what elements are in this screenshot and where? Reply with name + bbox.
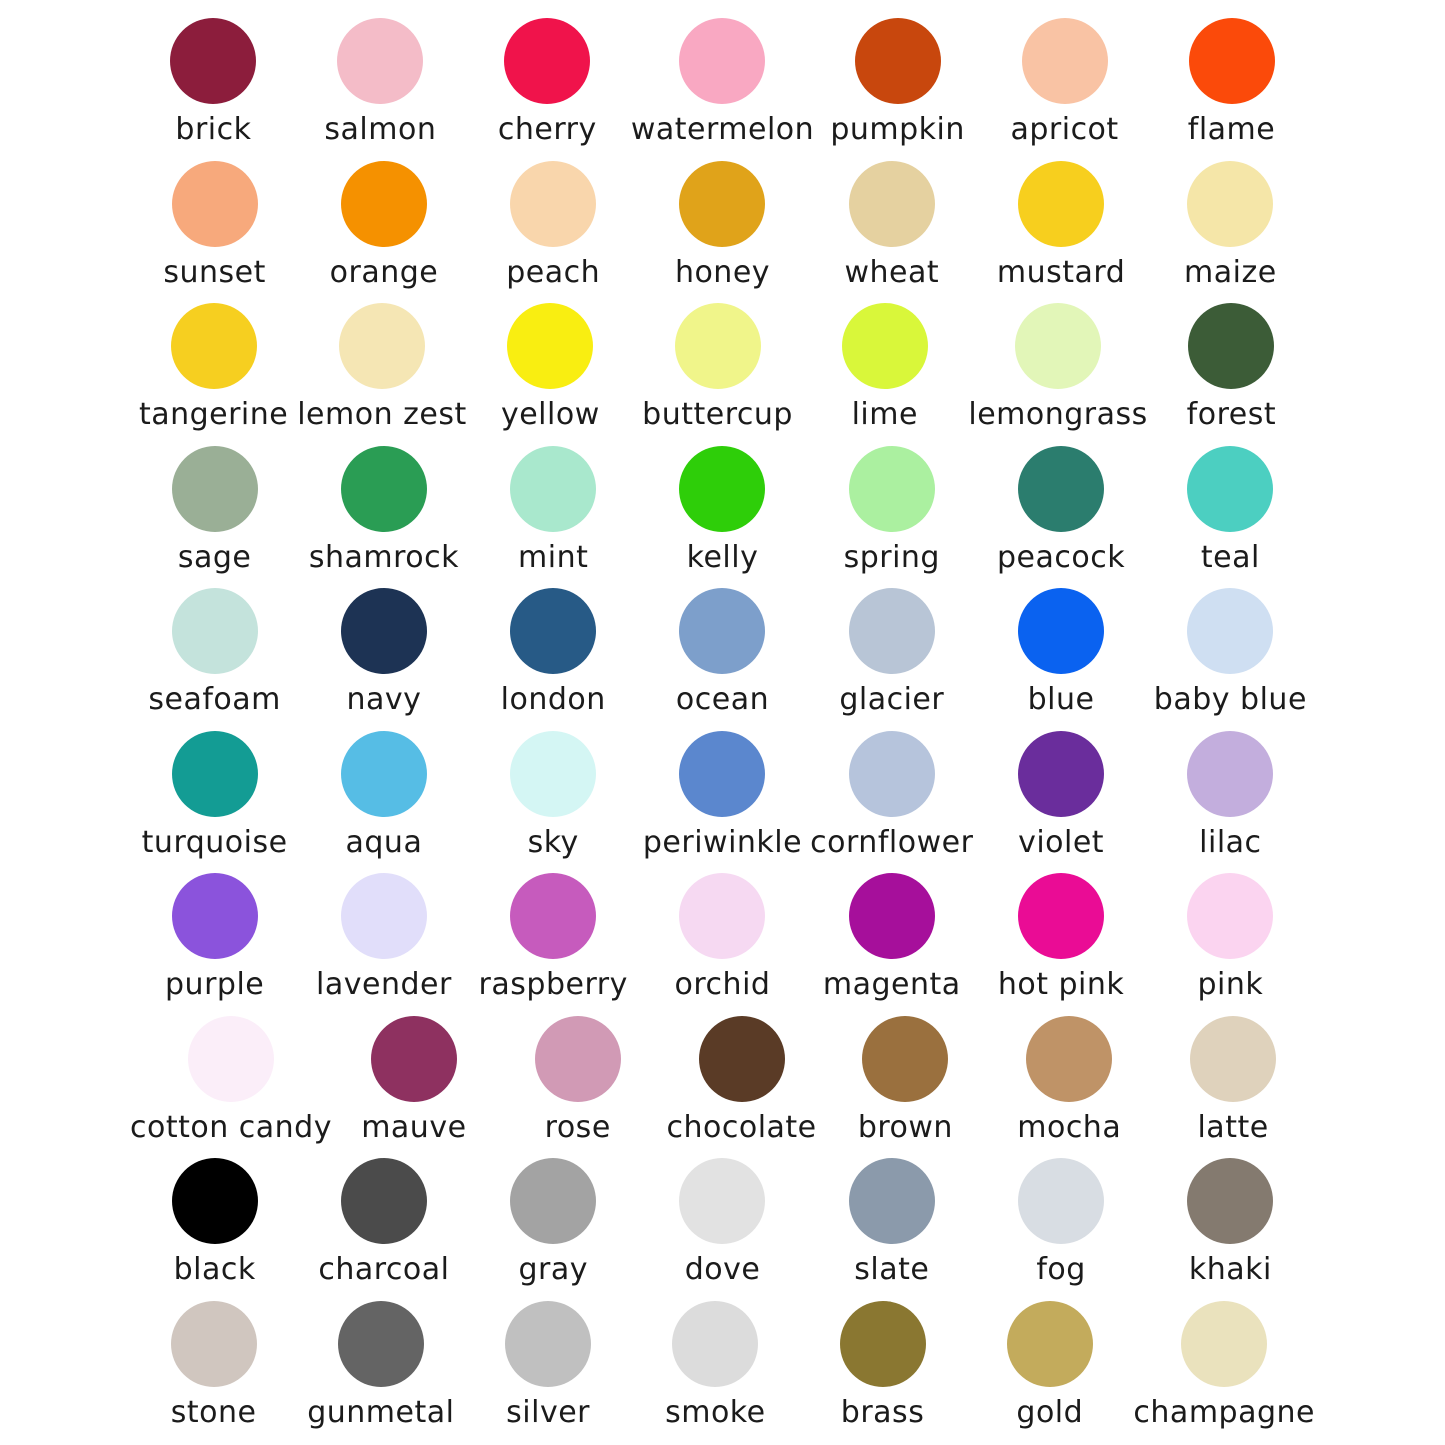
color-name-label: peacock xyxy=(997,539,1126,575)
color-swatch[interactable] xyxy=(469,723,638,861)
color-dot-icon xyxy=(510,161,596,247)
color-name-label: latte xyxy=(1197,1109,1269,1145)
color-name-label: purple xyxy=(165,967,265,1002)
color-dot-icon xyxy=(849,446,935,532)
color-swatch[interactable] xyxy=(130,723,299,861)
color-name-label: aqua xyxy=(345,824,423,860)
color-name-label: silver xyxy=(506,1394,591,1430)
color-name-label: mauve xyxy=(361,1109,467,1145)
color-swatch[interactable] xyxy=(968,295,1147,433)
color-dot-icon xyxy=(172,1158,258,1244)
color-name-label: teal xyxy=(1200,539,1260,575)
color-name-label: ocean xyxy=(675,682,770,717)
color-dot-icon xyxy=(679,731,765,817)
color-dot-icon xyxy=(1189,18,1275,104)
color-name-label: mustard xyxy=(996,254,1126,290)
color-dot-icon xyxy=(1187,446,1273,532)
color-name-label: tangerine xyxy=(138,397,289,432)
color-swatch[interactable] xyxy=(976,1150,1145,1288)
color-dot-icon xyxy=(338,1301,424,1387)
color-name-label: lemon zest xyxy=(297,397,467,432)
color-dot-icon xyxy=(341,446,427,532)
palette-row xyxy=(130,723,1315,866)
color-dot-icon xyxy=(1018,446,1104,532)
color-dot-icon xyxy=(1018,1158,1104,1244)
color-name-label: hot pink xyxy=(997,967,1125,1002)
color-name-label: gray xyxy=(518,1252,588,1287)
color-dot-icon xyxy=(1026,1016,1112,1102)
color-name-label: wheat xyxy=(844,254,940,290)
color-dot-icon xyxy=(849,161,935,247)
color-swatch[interactable] xyxy=(807,723,976,861)
color-dot-icon xyxy=(188,1016,274,1102)
color-swatch[interactable] xyxy=(297,1293,464,1431)
color-swatch[interactable] xyxy=(1151,1008,1315,1146)
color-name-label: mint xyxy=(518,539,589,575)
color-swatch[interactable] xyxy=(299,1150,468,1288)
color-dot-icon xyxy=(849,731,935,817)
color-name-label: gunmetal xyxy=(307,1394,455,1430)
color-name-label: brick xyxy=(175,112,252,147)
color-name-label: smoke xyxy=(665,1394,766,1430)
color-name-label: apricot xyxy=(1010,112,1119,147)
color-name-label: honey xyxy=(674,254,771,290)
color-dot-icon xyxy=(510,1158,596,1244)
color-swatch[interactable] xyxy=(1146,580,1315,718)
color-dot-icon xyxy=(675,303,761,389)
color-swatch[interactable] xyxy=(976,438,1145,576)
color-dot-icon xyxy=(849,588,935,674)
color-dot-icon xyxy=(1015,303,1101,389)
color-swatch[interactable] xyxy=(807,438,976,576)
color-name-label: stone xyxy=(170,1394,257,1430)
color-swatch[interactable] xyxy=(1148,10,1315,148)
color-name-label: lavender xyxy=(316,967,452,1002)
color-swatch[interactable] xyxy=(638,865,807,1003)
color-swatch[interactable] xyxy=(976,723,1145,861)
color-name-label: gold xyxy=(1016,1394,1084,1430)
color-dot-icon xyxy=(679,1158,765,1244)
color-swatch[interactable] xyxy=(632,1293,799,1431)
palette-row xyxy=(130,438,1315,581)
color-dot-icon xyxy=(679,873,765,959)
color-name-label: fog xyxy=(1036,1252,1086,1287)
color-dot-icon xyxy=(172,588,258,674)
color-swatch[interactable] xyxy=(660,1008,824,1146)
color-dot-icon xyxy=(1018,731,1104,817)
color-swatch[interactable] xyxy=(130,1008,332,1146)
color-swatch[interactable] xyxy=(130,10,297,148)
color-name-label: cotton candy xyxy=(130,1109,332,1145)
color-swatch[interactable] xyxy=(496,1008,660,1146)
color-swatch[interactable] xyxy=(464,1293,631,1431)
color-swatch[interactable] xyxy=(1133,1293,1315,1431)
color-swatch[interactable] xyxy=(638,438,807,576)
color-swatch[interactable] xyxy=(130,1293,297,1431)
color-name-label: magenta xyxy=(822,967,961,1002)
color-swatch[interactable] xyxy=(299,580,468,718)
palette-row xyxy=(130,580,1315,723)
palette-row xyxy=(130,10,1315,153)
color-dot-icon xyxy=(1022,18,1108,104)
color-dot-icon xyxy=(1187,731,1273,817)
color-dot-icon xyxy=(679,18,765,104)
color-name-label: orange xyxy=(329,254,439,290)
color-dot-icon xyxy=(172,161,258,247)
color-swatch[interactable] xyxy=(976,865,1145,1003)
color-name-label: glacier xyxy=(839,682,945,717)
color-swatch[interactable] xyxy=(799,1293,966,1431)
color-dot-icon xyxy=(862,1016,948,1102)
color-dot-icon xyxy=(1190,1016,1276,1102)
color-name-label: lilac xyxy=(1199,824,1262,860)
color-name-label: yellow xyxy=(500,397,600,432)
color-swatch[interactable] xyxy=(638,580,807,718)
color-dot-icon xyxy=(1187,873,1273,959)
color-name-label: watermelon xyxy=(630,112,815,147)
color-swatch[interactable] xyxy=(966,1293,1133,1431)
color-swatch[interactable] xyxy=(1148,295,1315,433)
color-dot-icon xyxy=(535,1016,621,1102)
color-name-label: spring xyxy=(843,539,940,575)
color-swatch[interactable] xyxy=(1146,153,1315,291)
color-swatch[interactable] xyxy=(130,865,299,1003)
color-swatch[interactable] xyxy=(1146,723,1315,861)
color-name-label: mocha xyxy=(1017,1109,1122,1145)
color-swatch[interactable] xyxy=(297,295,467,433)
color-dot-icon xyxy=(341,161,427,247)
color-name-label: pumpkin xyxy=(830,112,965,147)
color-dot-icon xyxy=(699,1016,785,1102)
color-name-label: flame xyxy=(1187,112,1276,147)
color-name-label: champagne xyxy=(1133,1394,1315,1430)
color-dot-icon xyxy=(510,588,596,674)
color-dot-icon xyxy=(679,446,765,532)
color-dot-icon xyxy=(510,446,596,532)
color-name-label: raspberry xyxy=(478,967,628,1002)
color-swatch[interactable] xyxy=(130,295,297,433)
color-dot-icon xyxy=(510,731,596,817)
color-dot-icon xyxy=(1018,873,1104,959)
color-swatch[interactable] xyxy=(981,10,1148,148)
color-dot-icon xyxy=(679,161,765,247)
color-name-label: buttercup xyxy=(642,397,793,432)
color-name-label: rose xyxy=(544,1109,611,1145)
color-dot-icon xyxy=(842,303,928,389)
color-swatch[interactable] xyxy=(469,580,638,718)
color-swatch[interactable] xyxy=(297,10,464,148)
color-swatch[interactable] xyxy=(299,723,468,861)
color-swatch[interactable] xyxy=(801,295,968,433)
color-name-label: lime xyxy=(851,397,918,432)
color-name-label: peach xyxy=(506,254,601,290)
color-name-label: brass xyxy=(840,1394,925,1430)
color-name-label: kelly xyxy=(686,539,759,575)
color-name-label: lemongrass xyxy=(968,397,1148,432)
color-name-label: seafoam xyxy=(148,682,281,717)
color-dot-icon xyxy=(170,18,256,104)
color-name-label: violet xyxy=(1018,824,1105,860)
color-swatch[interactable] xyxy=(1146,865,1315,1003)
color-dot-icon xyxy=(855,18,941,104)
color-swatch[interactable] xyxy=(1146,438,1315,576)
color-dot-icon xyxy=(505,1301,591,1387)
color-swatch[interactable] xyxy=(130,153,299,291)
color-dot-icon xyxy=(1018,161,1104,247)
color-name-label: pink xyxy=(1197,967,1264,1002)
color-dot-icon xyxy=(840,1301,926,1387)
color-swatch[interactable] xyxy=(299,153,468,291)
color-swatch[interactable] xyxy=(987,1008,1151,1146)
color-name-label: slate xyxy=(854,1252,930,1287)
color-dot-icon xyxy=(172,731,258,817)
color-name-label: dove xyxy=(684,1252,761,1287)
color-swatch[interactable] xyxy=(807,580,976,718)
color-dot-icon xyxy=(849,1158,935,1244)
color-swatch[interactable] xyxy=(130,580,299,718)
color-dot-icon xyxy=(849,873,935,959)
color-name-label: maize xyxy=(1184,254,1277,290)
color-name-label: blue xyxy=(1027,682,1095,717)
color-name-label: khaki xyxy=(1188,1252,1272,1287)
color-swatch[interactable] xyxy=(1146,1150,1315,1288)
color-dot-icon xyxy=(341,873,427,959)
color-name-label: brown xyxy=(857,1109,953,1145)
color-name-label: sky xyxy=(527,824,579,860)
color-name-label: cornflower xyxy=(810,824,974,860)
color-swatch[interactable] xyxy=(976,580,1145,718)
color-name-label: chocolate xyxy=(666,1109,817,1145)
color-swatch[interactable] xyxy=(638,723,807,861)
color-name-label: salmon xyxy=(324,112,437,147)
color-swatch[interactable] xyxy=(634,295,801,433)
color-dot-icon xyxy=(1018,588,1104,674)
color-swatch[interactable] xyxy=(631,10,814,148)
color-dot-icon xyxy=(337,18,423,104)
color-name-label: black xyxy=(173,1252,256,1287)
color-swatch[interactable] xyxy=(464,10,631,148)
color-name-label: orchid xyxy=(674,967,771,1002)
color-swatch[interactable] xyxy=(299,865,468,1003)
color-dot-icon xyxy=(341,731,427,817)
color-swatch[interactable] xyxy=(469,865,638,1003)
color-name-label: turquoise xyxy=(141,824,288,860)
color-name-label: baby blue xyxy=(1153,682,1307,717)
color-swatch[interactable] xyxy=(638,153,807,291)
color-dot-icon xyxy=(339,303,425,389)
color-dot-icon xyxy=(341,588,427,674)
color-swatch[interactable] xyxy=(332,1008,496,1146)
color-swatch[interactable] xyxy=(807,153,976,291)
color-swatch[interactable] xyxy=(469,1150,638,1288)
color-swatch[interactable] xyxy=(469,153,638,291)
color-name-label: shamrock xyxy=(308,539,459,575)
color-dot-icon xyxy=(510,873,596,959)
color-swatch[interactable] xyxy=(807,1150,976,1288)
color-dot-icon xyxy=(504,18,590,104)
color-swatch[interactable] xyxy=(814,10,981,148)
color-dot-icon xyxy=(1187,1158,1273,1244)
color-swatch[interactable] xyxy=(807,865,976,1003)
color-dot-icon xyxy=(371,1016,457,1102)
color-swatch[interactable] xyxy=(638,1150,807,1288)
palette-row xyxy=(130,865,1315,1008)
color-swatch[interactable] xyxy=(130,438,299,576)
color-name-label: cherry xyxy=(497,112,597,147)
color-dot-icon xyxy=(1188,303,1274,389)
color-dot-icon xyxy=(341,1158,427,1244)
color-swatch[interactable] xyxy=(130,1150,299,1288)
color-dot-icon xyxy=(171,303,257,389)
color-dot-icon xyxy=(172,446,258,532)
color-swatch[interactable] xyxy=(976,153,1145,291)
color-dot-icon xyxy=(172,873,258,959)
color-dot-icon xyxy=(1007,1301,1093,1387)
color-dot-icon xyxy=(672,1301,758,1387)
color-name-label: periwinkle xyxy=(642,824,803,860)
color-name-label: sage xyxy=(177,539,252,575)
color-dot-icon xyxy=(1187,161,1273,247)
color-dot-icon xyxy=(1181,1301,1267,1387)
color-dot-icon xyxy=(507,303,593,389)
palette-row xyxy=(130,1150,1315,1293)
palette-row xyxy=(130,295,1315,438)
palette-row xyxy=(130,1008,1315,1151)
palette-row xyxy=(130,153,1315,296)
color-swatch[interactable] xyxy=(299,438,468,576)
color-dot-icon xyxy=(1187,588,1273,674)
color-name-label: sunset xyxy=(163,254,266,290)
color-name-label: navy xyxy=(346,682,422,717)
color-name-label: forest xyxy=(1186,397,1277,432)
color-swatch[interactable] xyxy=(823,1008,987,1146)
color-dot-icon xyxy=(171,1301,257,1387)
color-swatch[interactable] xyxy=(469,438,638,576)
color-dot-icon xyxy=(679,588,765,674)
color-name-label: london xyxy=(500,682,606,717)
color-name-label: charcoal xyxy=(318,1252,450,1287)
color-swatch[interactable] xyxy=(467,295,634,433)
palette-row xyxy=(130,1293,1315,1436)
